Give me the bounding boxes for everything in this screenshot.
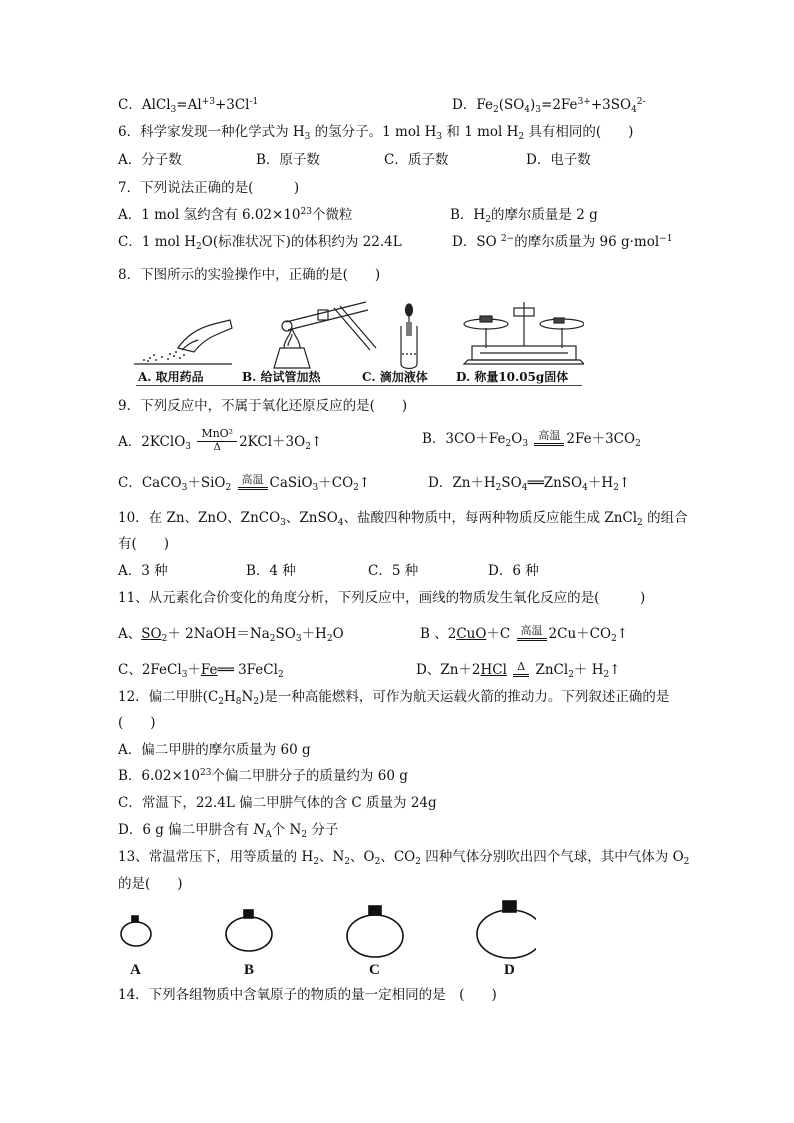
balloon-b [226,917,272,951]
q14-stem: 14．下列各组物质中含氧原子的物质的量一定相同的是 ( ) [118,987,497,1003]
q5-option-d: D．$Fe_2(SO_4)_3=2Fe^{3+}+3SO_4^{2-}$ [452,97,646,115]
dropper-illustration [401,304,417,369]
q6-stem: 6．科学家发现一种化学式为 $H_3$ 的氢分子。1 mol $H_3$ 和 1 mol $H_2$ 具有相同的( ) [118,124,634,142]
q6-option-c: C．质子数 [384,152,449,168]
q6-option-d: D．电子数 [526,152,591,168]
q9-option-d: D．$Zn+H_2SO_4══ZnSO_4+H_2↑$ [428,475,631,493]
q10-stem: 10．在 Zn、ZnO、ZnCO$_3$、ZnSO$_4$、盐酸四种物质中，每两种物质反应能生成 ZnCl$_2$ 的组合 [118,510,688,528]
q9c-condition: 高温 [238,474,268,490]
q7-option-c: C．1 mol $H_2O$(标准状况下)的体积约为 22.4L [118,234,402,252]
balloon-a [121,922,151,946]
balloon-c-knot [369,906,381,915]
q13-balloons [116,898,536,962]
balloon-c [347,915,403,957]
q11-stem: 11、从元素化合价变化的角度分析，下列反应中，画线的物质发生氧化反应的是( ) [118,590,646,606]
q7-option-b: B．$H_2$的摩尔质量是 2 g [450,207,598,225]
balloon-a-knot [132,916,138,922]
taking-reagent-illustration [134,320,232,364]
q8-caption-c: C. 滴加液体 [362,370,428,384]
q11-option-d: D、Zn＋2HCl Δ ZnCl$_2$＋ $H_2↑$ [416,659,621,680]
q10-stem-line2: 有( ) [118,536,170,552]
q10-option-b: B．4 种 [246,563,296,579]
q7-option-a: A．1 mol 氢约含有 $6.02\times 10^{23}$个微粒 [118,207,353,223]
q12-option-d: D．6 g 偏二甲肼含有 $N_A$个 $N_2$ 分子 [118,822,339,840]
q8-caption-rule [136,385,582,386]
q6-option-b: B．原子数 [256,152,320,168]
q9a-condition: MnO² Δ [197,428,237,453]
balloon-d [477,910,536,958]
heating-test-tube-illustration [274,302,376,368]
q12-option-c: C．常温下，22.4L 偏二甲肼气体的含 C 质量为 24g [118,795,437,811]
q10-option-d: D．6 种 [488,563,539,579]
q12-option-a: A．偏二甲肼的摩尔质量为 60 g [118,742,311,758]
q9-option-a: A．2KClO$_3$ MnO² Δ $2KCl+3O_2↑$ [118,427,323,453]
q9-option-c: C．CaCO$_3$＋SiO$_2$ 高温 $CaSiO_3+CO_2↑$ [118,472,371,493]
q9b-condition: 高温 [534,430,564,446]
q13-stem-line2: 的是( ) [118,876,183,892]
balance-illustration [464,302,584,364]
q12-stem-line2: ( ) [118,715,156,731]
q8-caption-d: D. 称量10.05g固体 [456,370,569,384]
q13-stem: 13、常温常压下，用等质量的 $H_2$、$N_2$、$O_2$、$CO_2$ 四种气体分别吹出四个气球，其中气体为 $O_2$ [118,849,690,867]
q8-caption-b: B. 给试管加热 [242,370,321,384]
q10-option-c: C．5 种 [368,563,419,579]
q11-option-c: C、2FeCl$_3$＋Fe══ 3FeCl$_2$ [118,662,284,680]
q11b-condition: 高温 [517,625,547,641]
q11-option-b: B 、2CuO＋C 高温 $2Cu+CO_2↑$ [420,623,629,644]
balloon-label-c: C [369,962,380,978]
q5-option-c: C．$AlCl_3=Al^{+3}+3Cl^{-1}$ [118,97,259,115]
q8-stem: 8．下图所示的实验操作中，正确的是( ) [118,267,381,283]
q9-option-b: B．$3CO+Fe_2O_3$ 高温 $2Fe+3CO_2$ [422,428,641,449]
q6-option-a: A．分子数 [118,152,182,168]
q8-caption-a: A. 取用药品 [138,370,204,384]
q12-option-b: B．$6.02\times 10^{23}$个偏二甲肼分子的质量约为 60 g [118,768,408,784]
q9-stem: 9．下列反应中，不属于氧化还原反应的是( ) [118,398,408,414]
q12-stem: 12．偏二甲肼$(C_2H_8N_2)$是一种高能燃料，可作为航天运载火箭的推动力。下列叙述正确的是 [118,689,670,707]
q10-option-a: A．3 种 [118,563,168,579]
q11-option-a: A、$SO_2+$ $2NaOH=Na_2SO_3+H_2O$ [118,626,344,644]
q7-option-d: D．SO $^{2-}$的摩尔质量为 96 g·mol$^{-1}$ [452,234,673,250]
q7-stem: 7．下列说法正确的是( ) [118,180,300,196]
balloon-label-a: A [130,962,141,978]
balloon-label-b: B [244,962,255,978]
q11d-condition: Δ [513,661,529,677]
balloon-label-d: D [504,962,515,978]
